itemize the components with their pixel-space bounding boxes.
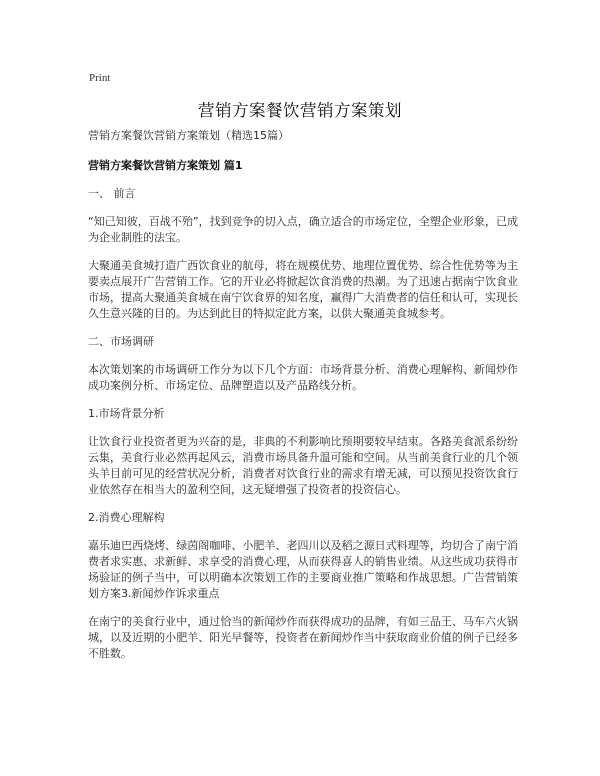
paragraph-intro: “知己知彼，百战不殆”，找到竞争的切入点，确立适合的市场定位，全塑企业形象，已成为企业制胜的法宝。 (88, 215, 518, 244)
document-body (88, 128, 518, 674)
section-heading-research: 二、市场调研 (88, 335, 154, 348)
page-title: 营销方案餐饮营销方案策划 (198, 101, 402, 120)
section-heading-preface: 一、 前言 (88, 187, 136, 200)
paragraph-market-analysis: 让饮食行业投资者更为兴奋的是，非典的不利影响比预期要较早结束。各路美食派系纷纷云集，美食行业必然再起风云，消费市场具备升温可能和空间。从当前美食行业的几个领头羊目前可见的经营状况分析，消费者对饮食行业的需求有增无减，可以预见投资饮食行业依然存在相当大的盈利空间，这无疑增强了投资者的投资信心。 (88, 435, 518, 496)
paragraph-background: 大聚通美食城打造广西饮食业的航母，将在规模优势、地理位置优势、综合性优势等为主要卖点展开广告营销工作。它的开业必将掀起饮食消费的热潮。为了迅速占据南宁饮食业市场，提高大聚通美食城在南宁饮食界的知名度，赢得广大消费者的信任和认可，实现长久生意兴隆的目的。为达到此目的特拟定此方案，以供大聚通美食城参考。 (88, 259, 518, 320)
article-heading: 营销方案餐饮营销方案策划 篇1 (88, 159, 243, 172)
document-subtitle: 营销方案餐饮营销方案策划（精选15篇） (88, 129, 289, 142)
paragraph-research-scope: 本次策划案的市场调研工作分为以下几个方面：市场背景分析、消费心理解构、新闻炒作成功案例分析、市场定位、品牌塑造以及产品路线分析。 (88, 363, 518, 392)
paragraph-consumer-psychology: 嘉乐迪巴西烧烤、绿茵阁咖啡、小肥羊、老四川以及稻之源日式料理等，均切合了南宁消费者求实惠、求新鲜、求享受的消费心理，从而获得喜人的销售业绩。从这些成功获得市场验证的例子当中，可以明确本次策划工作的主要商业推广策略和作战思想。广告营销策划方案3.新闻炒作诉求重点 (88, 539, 518, 600)
subsection-heading-psychology: 2.消费心理解构 (88, 511, 165, 524)
paragraph-news-promotion: 在南宁的美食行业中，通过恰当的新闻炒作而获得成功的品牌，有如三品王、马车六火锅城，以及近期的小肥羊、阳光早餐等，投资者在新闻炒作当中获取商业价值的例子已经多不胜数。 (88, 615, 518, 660)
print-label[interactable]: Print (89, 72, 111, 84)
subsection-heading-market: 1.市场背景分析 (88, 407, 165, 420)
